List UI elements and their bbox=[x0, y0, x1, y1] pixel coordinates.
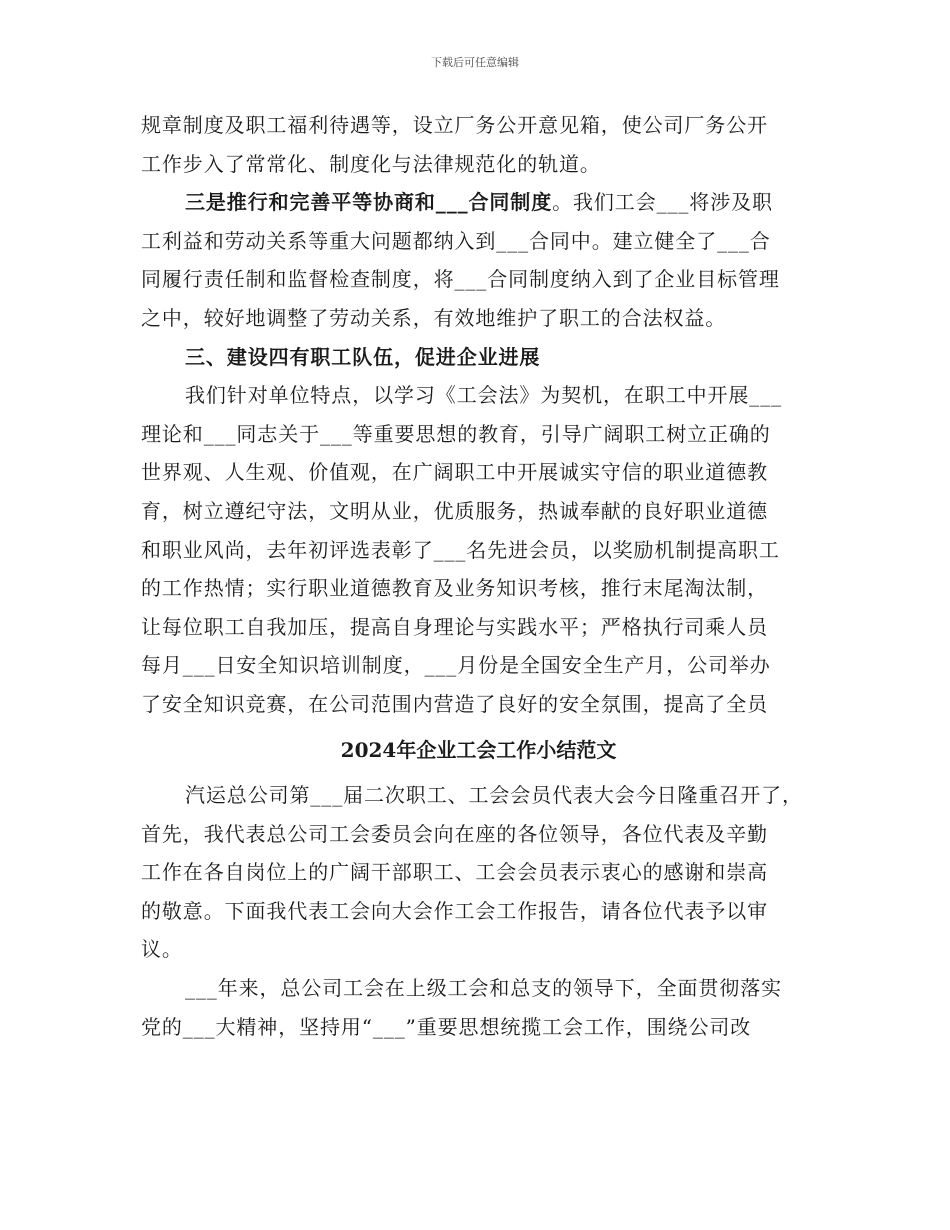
paragraph-1: 规章制度及职工福利待遇等，设立厂务公开意见箱，使公司厂务公开 工作步入了常常化、制度化与法律规范化的轨道。 bbox=[141, 113, 768, 176]
paragraph-2: 三是推行和完善平等协商和___合同制度。我们工会___将涉及职 工利益和劳动关系等重大问题都纳入到___合同中。建立健全了___合 同履行责任制和监督检查制度，将___合同制度纳入到了企业目标管理 之中，较好地调整了劳动关系，有效地维护了职工的合法权益。 bbox=[141, 190, 780, 330]
section-heading: 三、建设四有职工队伍，促进企业进展 bbox=[185, 344, 541, 369]
paragraph-lead-bold: 三是推行和完善平等协商和___合同制度 bbox=[185, 190, 553, 215]
paragraph-3: 我们针对单位特点，以学习《工会法》为契机，在职工中开展___ 理论和___同志关于___等重要思想的教育，引导广阔职工树立正确的 世界观、人生观、价值观，在广阔职工中开展诚实守信的职业道德教 育，树立遵纪守法，文明从业，优质服务，热诚奉献的良好职业道德 和职业风尚，去年初评选表彰了___名先进会员，以奖励机制提高职工 的工作热情；实行职业道德教育及业务知识考核，推行末尾淘汰制， 让每位职工自我加压，提高自身理论与实践水平；严格执行司乘人员 每月___日安全知识培训制度，___月份是全国安全生产月，公司举办 了安全知识竞赛，在公司范围内营造了良好的安全氛围，提高了全员 bbox=[141, 383, 782, 716]
document-title: 2024年企业工会工作小结范文 bbox=[340, 737, 617, 762]
paragraph-5: ___年来，总公司工会在上级工会和总支的领导下，全面贯彻落实 党的___大精神，坚持用“___”重要思想统揽工会工作，围绕公司改 bbox=[141, 976, 782, 1039]
page-header-note: 下载后可任意编辑 bbox=[431, 56, 519, 69]
document-body bbox=[141, 106, 816, 1046]
paragraph-4: 汽运总公司第___届二次职工、工会会员代表大会今日隆重召开了， 首先，我代表总公司工会委员会向在座的各位领导，各位代表及辛勤 工作在各自岗位上的广阔干部职工、工会会员表示衷心的感谢和崇高 的敬意。下面我代表工会向大会作工会工作报告，请各位代表予以审 议。 bbox=[141, 783, 803, 962]
